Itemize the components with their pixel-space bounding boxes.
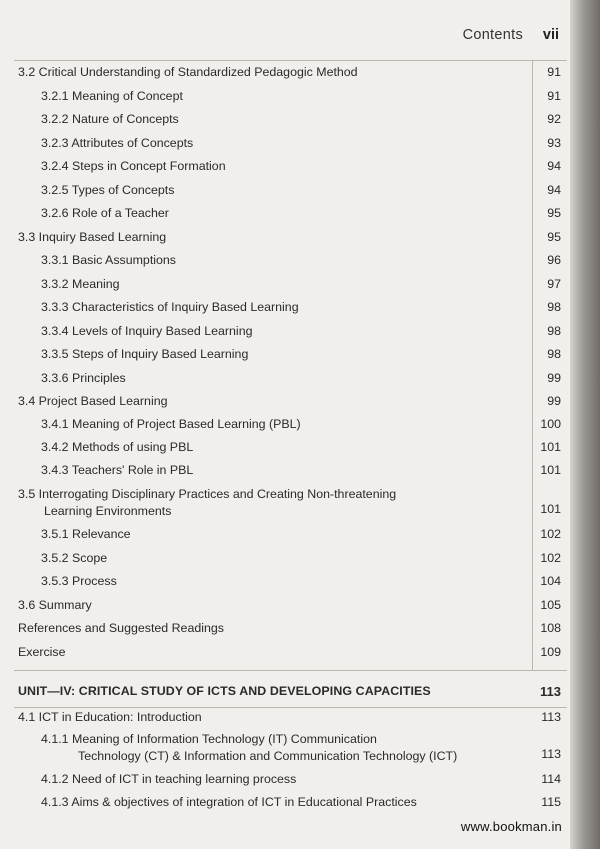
header-title: Contents [462, 27, 523, 43]
toc-entry-label: Exercise [18, 645, 66, 659]
unit-title: UNIT—IV: CRITICAL STUDY OF ICTS AND DEVELOPING CAPACITIES [18, 684, 431, 698]
toc-entry-label: 3.3.2 Meaning [41, 277, 120, 291]
toc-entry-page: 104 [540, 574, 561, 588]
toc-entry-label: 3.5.2 Scope [41, 551, 108, 565]
toc-entry-label: 3.2.1 Meaning of Concept [41, 89, 183, 103]
toc-entry-label: 3.3.5 Steps of Inquiry Based Learning [41, 347, 249, 361]
toc-entry-label-continued: Learning Environments [44, 504, 172, 518]
toc-entry-page: 98 [547, 324, 561, 338]
toc-entry-label: 3.2.4 Steps in Concept Formation [41, 159, 226, 173]
toc-entry-page: 114 [541, 772, 561, 786]
toc-entry-page: 113 [540, 684, 561, 699]
toc-entry-label-continued: Technology (CT) & Information and Communication Technology (ICT) [78, 749, 458, 763]
toc-entry[interactable] [0, 486, 565, 520]
toc-entry-page: 96 [547, 253, 561, 267]
toc-entry-label: 3.2.2 Nature of Concepts [41, 112, 179, 126]
toc-entry-label: 3.4.3 Teachers' Role in PBL [41, 463, 194, 477]
toc-entry-page: 108 [540, 621, 561, 635]
toc-entry-page: 94 [547, 159, 561, 173]
toc-entry-page: 113 [541, 710, 561, 724]
toc-entry-page: 115 [541, 795, 561, 809]
toc-entry-page: 95 [547, 230, 561, 244]
toc-entry-page: 91 [547, 89, 561, 103]
toc-entry-label: 3.5.3 Process [41, 574, 117, 588]
toc-entry-page: 99 [547, 371, 561, 385]
toc-entry-page: 101 [540, 463, 561, 477]
toc-entry-label: 3.3.4 Levels of Inquiry Based Learning [41, 324, 253, 338]
toc-entry-label: 3.3.6 Principles [41, 371, 126, 385]
toc-entry-page: 98 [547, 347, 561, 361]
toc-entry-label: References and Suggested Readings [18, 621, 224, 635]
toc-entry-label: 3.2.6 Role of a Teacher [41, 206, 169, 220]
watermark-text: www.bookman.in [460, 819, 562, 834]
toc-entry-label: 3.2 Critical Understanding of Standardized Pedagogic Method [18, 65, 358, 79]
toc-entry-page: 109 [540, 645, 561, 659]
toc-entry-label: 3.4.1 Meaning of Project Based Learning (PBL) [41, 417, 301, 431]
toc-entry-label: 3.2.5 Types of Concepts [41, 183, 175, 197]
toc-entry-page: 113 [541, 747, 561, 761]
toc-entry-page: 105 [540, 598, 561, 612]
toc-entry-page: 99 [547, 394, 561, 408]
toc-entry-page: 101 [540, 440, 561, 454]
toc-entry-label: 3.2.3 Attributes of Concepts [41, 136, 194, 150]
toc-entry-page: 100 [540, 417, 561, 431]
toc-entry-label: 3.3 Inquiry Based Learning [18, 230, 167, 244]
toc-entry-page: 91 [547, 65, 561, 79]
toc-entry-label: 4.1 ICT in Education: Introduction [18, 710, 202, 724]
toc-entry-page: 92 [547, 112, 561, 126]
toc-entry-label: 3.6 Summary [18, 598, 92, 612]
toc-entry-page: 101 [540, 502, 561, 516]
toc-entry-page: 102 [540, 551, 561, 565]
toc-entry-label: 4.1.2 Need of ICT in teaching learning process [41, 772, 297, 786]
toc-entry-label: 3.3.1 Basic Assumptions [41, 253, 176, 267]
toc-entry[interactable] [0, 731, 565, 765]
toc-entry-page: 94 [547, 183, 561, 197]
toc-entry-page: 102 [540, 527, 561, 541]
toc-entry-page: 93 [547, 136, 561, 150]
toc-entry-label: 3.5.1 Relevance [41, 527, 131, 541]
toc-entry-label: 4.1.1 Meaning of Information Technology (IT) Communication [41, 732, 377, 746]
toc-entry-label: 4.1.3 Aims & objectives of integration of ICT in Educational Practices [41, 795, 417, 809]
toc-entry-label: 3.4 Project Based Learning [18, 394, 168, 408]
toc-entry-page: 95 [547, 206, 561, 220]
toc-entry-page: 98 [547, 300, 561, 314]
header-page-number: vii [542, 27, 559, 43]
toc-entry-label: 3.5 Interrogating Disciplinary Practices and Creating Non-threatening [18, 487, 397, 501]
toc-entry-label: 3.3.3 Characteristics of Inquiry Based Learning [41, 300, 299, 314]
toc-entry-label: 3.4.2 Methods of using PBL [41, 440, 194, 454]
toc-entry-page: 97 [547, 277, 561, 291]
